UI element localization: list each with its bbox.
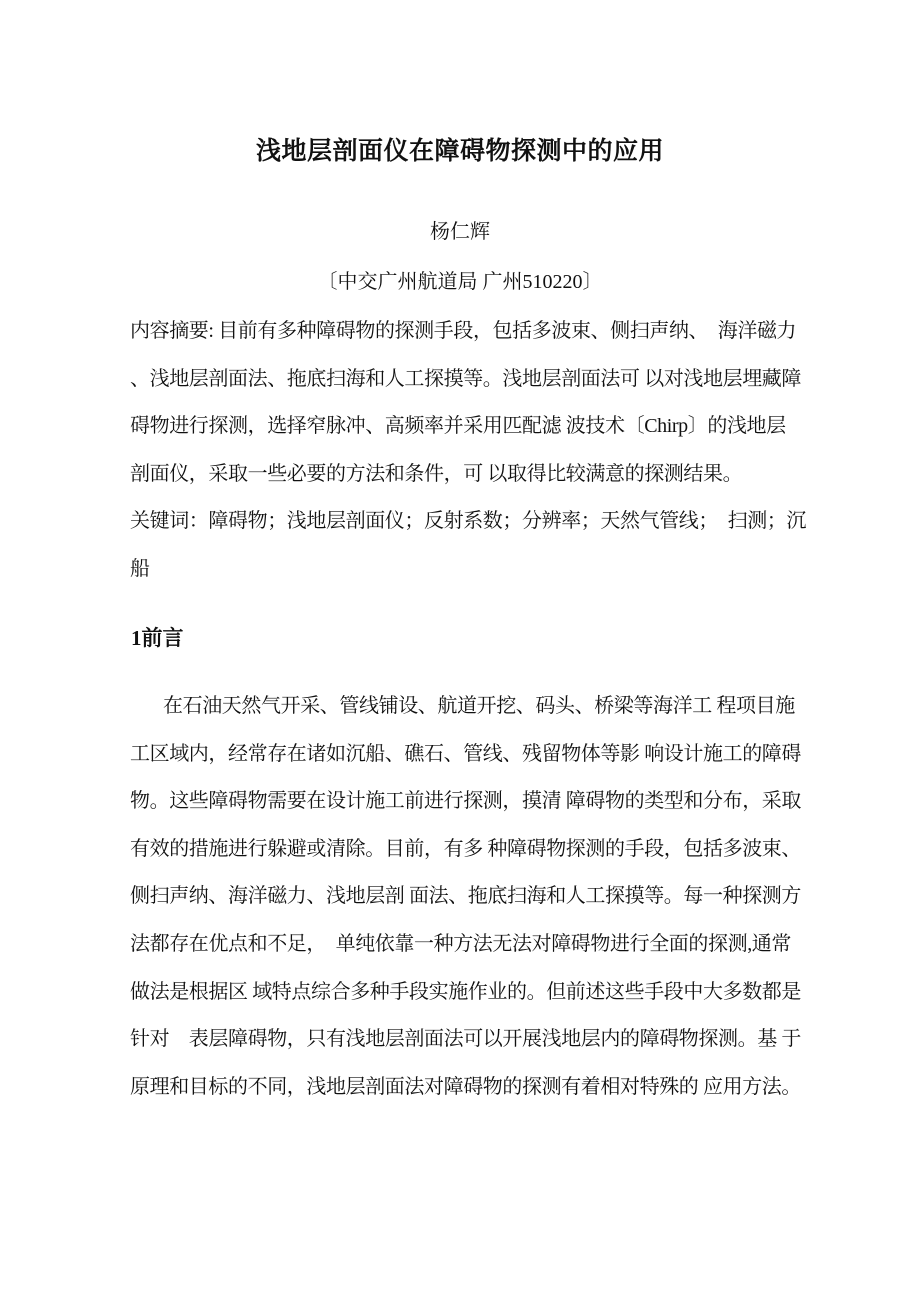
text-line: 关键词：障碍物；浅地层剖面仪；反射系数；分辨率；天然气管线； 扫测；沉: [130, 510, 806, 532]
text-line: 碍物进行探测，选择窄脉冲、高频率并采用匹配滤 波技术〔Chirp〕的浅地层: [130, 415, 786, 438]
document-title: 浅地层剖面仪在障碍物探测中的应用: [255, 138, 664, 165]
text-line: 侧扫声纳、海洋磁力、浅地层剖 面法、拖底扫海和人工探摸等。每一种探测方: [130, 885, 801, 908]
keywords-paragraph: [130, 498, 830, 593]
author-affiliation: 〔中交广州航道局 广州510220〕: [317, 271, 603, 293]
section-heading-introduction: 1前言: [131, 626, 184, 650]
text-line: 针对 表层障碍物，只有浅地层剖面法可以开展浅地层内的障碍物探测。基 于: [130, 1028, 801, 1051]
text-line: 在石油天然气开采、管线铺设、航道开挖、码头、桥梁等海洋工 程项目施: [163, 695, 795, 717]
text-line: 工区域内，经常存在诸如沉船、礁石、管线、残留物体等影 响设计施工的障碍: [130, 742, 801, 765]
text-line: 船: [130, 557, 150, 580]
abstract-paragraph: [130, 308, 830, 498]
text-line: 有效的措施进行躲避或清除。目前，有多 种障碍物探测的手段，包括多波束、: [130, 837, 801, 860]
introduction-paragraph: [130, 683, 830, 1111]
text-line: 法都存在优点和不足， 单纯依靠一种方法无法对障碍物进行全面的探测,通常: [130, 932, 791, 955]
text-line: 原理和目标的不同，浅地层剖面法对障碍物的探测有着相对特殊的 应用方法。: [130, 1075, 801, 1098]
author-name: 杨仁辉: [430, 221, 490, 243]
text-line: 做法是根据区 域特点综合多种手段实施作业的。但前述这些手段中大多数都是: [130, 980, 801, 1003]
text-line: 、浅地层剖面法、拖底扫海和人工探摸等。浅地层剖面法可 以对浅地层埋藏障: [130, 367, 801, 390]
text-line: 剖面仪，采取一些必要的方法和条件，可 以取得比较满意的探测结果。: [130, 462, 743, 485]
text-line: 内容摘要: 目前有多种障碍物的探测手段，包括多波束、侧扫声纳、 海洋磁力: [130, 320, 797, 342]
text-line: 物。这些障碍物需要在设计施工前进行探测，摸清 障碍物的类型和分布，采取: [130, 790, 801, 813]
